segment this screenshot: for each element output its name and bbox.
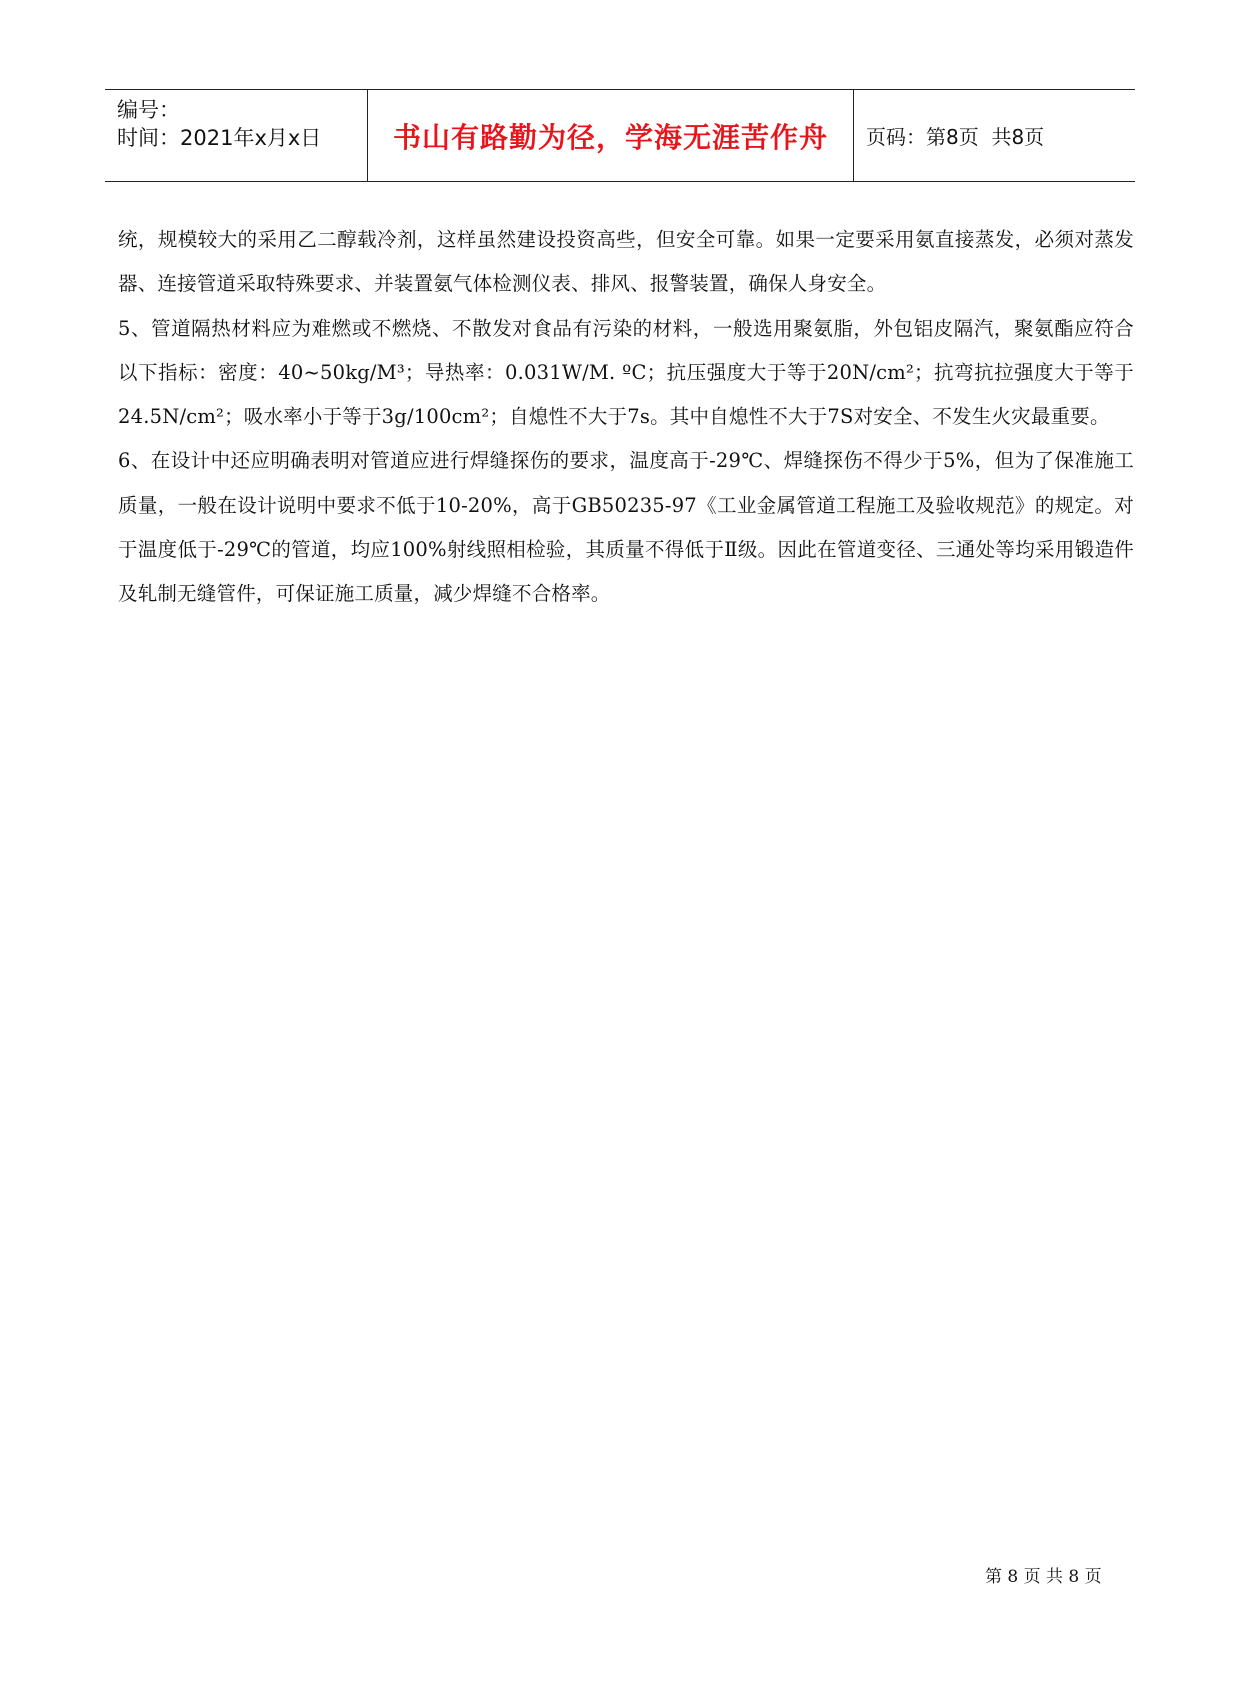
time-label: 时间：2021年x月x日 (117, 126, 322, 150)
paragraph-item-5: 5、管道隔热材料应为难燃或不燃烧、不散发对食品有污染的材料，一般选用聚氨脂，外包铝皮隔汽，聚氨酯应符合以下指标：密度：40~50kg/M³；导热率：0.031W/M. ºC；抗压强度大于等于20N/cm²；抗弯抗拉强度大于等于24.5N/cm²；吸水率小于等于3g/100cm²；自熄性不大于7s。其中自熄性不大于7S对安全、不发生火灾最重要。 (118, 316, 1134, 429)
motto-text: 书山有路勤为径，学海无涯苦作舟 (392, 120, 828, 154)
header-meta-cell (105, 90, 368, 181)
page-header (105, 89, 1135, 182)
document-body (118, 218, 1134, 617)
paragraph-continuation: 统，规模较大的采用乙二醇载冷剂，这样虽然建设投资高些，但安全可靠。如果一定要采用氨直接蒸发，必须对蒸发器、连接管道采取特殊要求、并装置氨气体检测仪表、排风、报警装置，确保人身安全。 (118, 228, 1134, 296)
header-page-cell (854, 90, 1135, 181)
header-motto-cell (368, 90, 854, 181)
paragraph-item-6: 6、在设计中还应明确表明对管道应进行焊缝探伤的要求，温度高于-29℃、焊缝探伤不得少于5%，但为了保准施工质量，一般在设计说明中要求不低于10-20%，高于GB50235-97《工业金属管道工程施工及验收规范》的规定。对于温度低于-29℃的管道，均应100%射线照相检验，其质量不得低于Ⅱ级。因此在管道变径、三通处等均采用锻造件及轧制无缝管件，可保证施工质量，减少焊缝不合格率。 (118, 449, 1134, 606)
serial-label: 编号： (117, 98, 180, 122)
page-label: 页码：第8页 共8页 (866, 125, 1045, 149)
page-footer: 第 8 页 共 8 页 (985, 1567, 1102, 1587)
